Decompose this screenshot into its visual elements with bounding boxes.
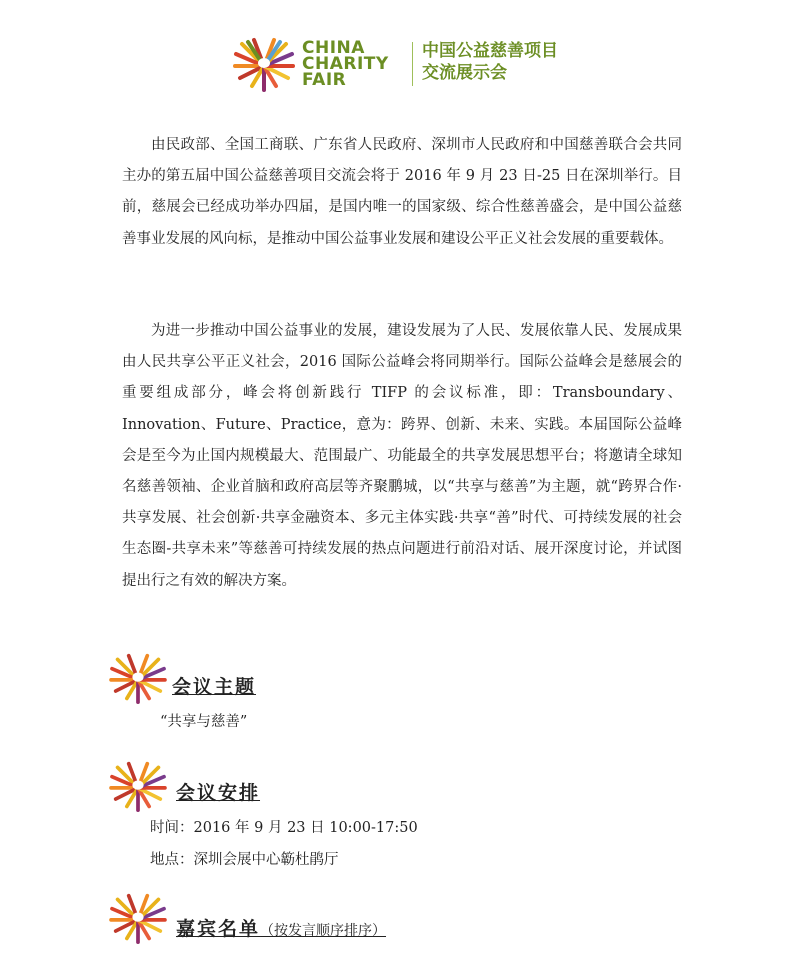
section-heart-icon [108, 892, 168, 944]
logo-divider [412, 42, 413, 86]
section-title-guests [176, 914, 386, 941]
section-heart-icon [108, 760, 168, 812]
schedule-time: 时间：2016 年 9 月 23 日 10:00-17:50 [150, 820, 418, 836]
theme-content: “共享与慈善” [160, 714, 248, 730]
guests-order-note: （按发言顺序排序） [260, 923, 387, 939]
guests-title-text: 嘉宾名单 [176, 918, 261, 940]
logo-en-line-3: FAIR [302, 70, 347, 90]
schedule-place: 地点：深圳会展中心簕杜鹃厅 [150, 852, 339, 868]
logo-cn-line-2: 交流展示会 [422, 63, 507, 83]
header [232, 36, 592, 96]
section-title-theme: 会议主题 [172, 676, 257, 698]
intro-paragraph-2: 为进一步推动中国公益事业的发展，建设发展为了人民、发展依靠人民、发展成果由人民共享公平正义社会，2016 国际公益峰会将同期举行。国际公益峰会是慈展会的重要组成部分，峰会将创新践行 TIFP 的会议标准，即：Transboundary、Innovation、Future、Practice，意为：跨界、创新、未来、实践。本届国际公益峰会是至今为止国内规模最大、范围最广、功能最全的共享发展思想平台；将邀请全球知名慈善领袖、企业首脑和政府高层等齐聚鹏城，以“共享与慈善”为主题，就“跨界合作·共享发展、社会创新·共享金融资本、多元主体实践·共享“善”时代、可持续发展的社会生态圈-共享未来”等慈善可持续发展的热点问题进行前沿对话、展开深度讨论，并试图提出行之有效的解决方案。 [122, 323, 682, 589]
logo-en-line-2: CHARITY [302, 54, 389, 74]
section-heart-icon [108, 652, 168, 704]
section-title-schedule: 会议安排 [176, 782, 261, 804]
logo-en-line-1: CHINA [302, 38, 365, 58]
logo-cn-line-1: 中国公益慈善项目 [422, 41, 558, 61]
intro-paragraph-1: 由民政部、全国工商联、广东省人民政府、深圳市人民政府和中国慈善联合会共同主办的第五届中国公益慈善项目交流会将于 2016 年 9 月 23 日-25 日在深圳举行。目前，慈展会已经成功举办四届，是国内唯一的国家级、综合性慈善盛会，是中国公益慈善事业发展的风向标，是推动中国公益事业发展和建设公平正义社会发展的重要载体。 [122, 137, 682, 247]
logo-chinese-text [422, 40, 602, 84]
charity-heart-logo-icon [232, 36, 296, 92]
